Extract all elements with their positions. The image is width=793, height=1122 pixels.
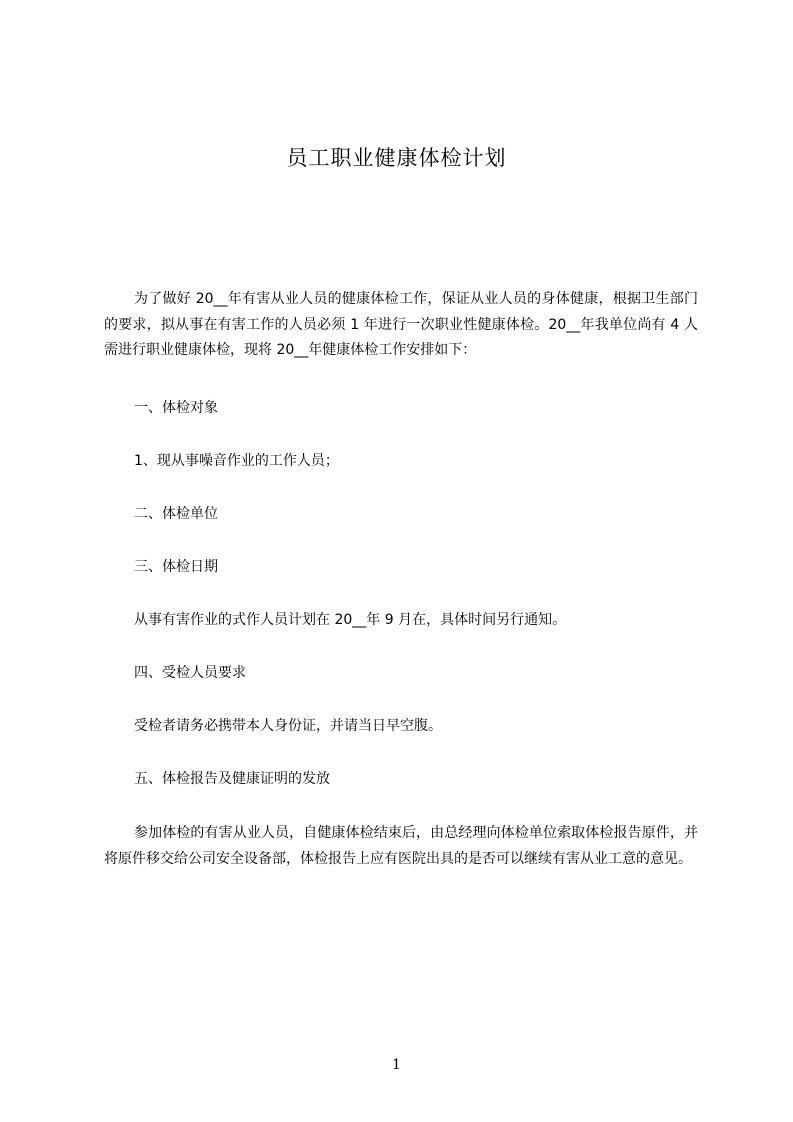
document-title: 员工职业健康体检计划: [286, 146, 507, 170]
section-3-text: 从事有害作业的式作人员计划在 20__年 9 月在，具体时间另行通知。: [134, 612, 567, 628]
section-4-text: 受检者请务必携带本人身份证，并请当日早空腹。: [134, 718, 442, 734]
section-1-item: 1、现从事噪音作业的工作人员；: [134, 453, 339, 469]
page-number: 1: [392, 1057, 401, 1073]
section-3-heading: 三、体检日期: [134, 559, 218, 575]
section-2-heading: 二、体检单位: [134, 506, 218, 522]
section-1-heading: 一、体检对象: [134, 400, 218, 416]
section-4-heading: 四、受检人员要求: [134, 665, 246, 681]
section-5-paragraph: 参加体检的有害从业人员，自健康体检结束后，由总经理向体检单位索取体检报告原件，并将原件移交给公司安全设备部，体检报告上应有医院出具的是否可以继续有害从业工意的意见。: [104, 825, 698, 867]
section-5-heading: 五、体检报告及健康证明的发放: [134, 771, 330, 787]
intro-paragraph: 为了做好 20__年有害从业人员的健康体检工作，保证从业人员的身体健康，根据卫生部门的要求，拟从事在有害工作的人员必须 1 年进行一次职业性健康体检。20__年我单位尚有 4 人需进行职业健康体检，现将 20__年健康体检工作安排如下：: [104, 291, 698, 358]
